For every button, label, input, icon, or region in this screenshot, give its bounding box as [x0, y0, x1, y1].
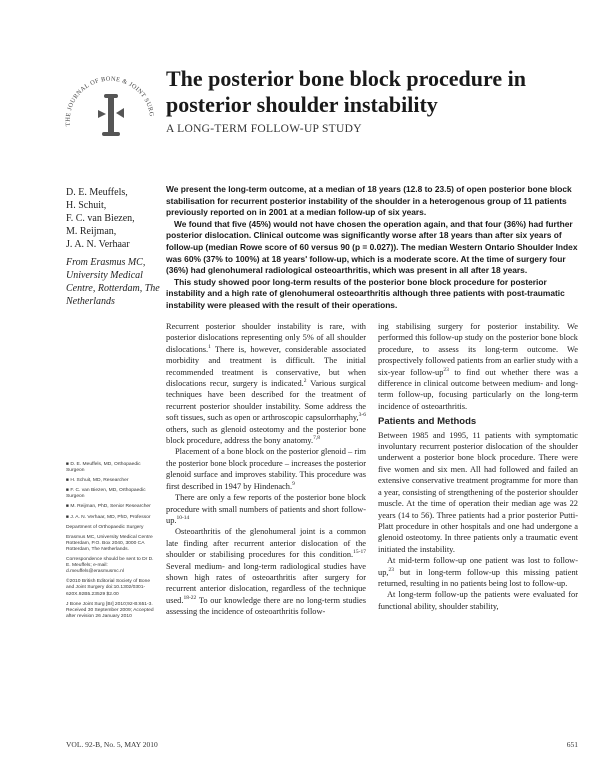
abstract-paragraph: This study showed poor long-term results of the posterior bone block procedure for posterior instability and a high rate of glenohumeral osteoarthritis although three patients with post-traumatic instability were pleased with the result of their operations. — [166, 276, 565, 310]
sidebar-note: J Bone Joint Surg [Br] 2010;92-B:651-3. Received 30 September 2009; Accepted after revision 26 January 2010 — [66, 601, 154, 619]
section-heading: Patients and Methods — [378, 416, 477, 428]
abstract-paragraph: We present the long-term outcome, at a median of 18 years (12.8 to 23.5) of open posterior bone block stabilisation for recurrent posterior instability of the shoulder in a heterogenous group of 11 patients previously reported on in 2001 at a median follow-up of six years. — [166, 184, 572, 218]
sidebar-note: Department of Orthopaedic Surgery — [66, 524, 144, 530]
affiliation: From Erasmus MC, University Medical Centre, Rotterdam, The Netherlands — [66, 257, 160, 307]
body-paragraph: There are only a few reports of the posterior bone block procedure with small numbers of patients and short follow-up.$^{10-14}$ — [166, 493, 366, 525]
author-name: D. E. Meuffels, — [66, 187, 128, 198]
body-paragraph: ing stabilising surgery for posterior instability. We performed this follow-up study on the posterior bone block procedure, to assess its long-term outcome. We prospectively followed patients from an earlier study with a six-year follow-$up^{23}$ to find out whether there was a difference in clinical outcome between medium- and long-term follow-up, focusing particularly on the long-term incidence of osteoarthritis. — [378, 322, 579, 411]
logo-text: THE JOURNAL OF BONE & JOINT SURG — [64, 75, 156, 127]
body-paragraph: Between 1985 and 1995, 11 patients with symptomatic involuntary recurrent posterior dislocation of the shoulder underwent a posterior bone block procedure. There were five women and six men. All had followed and failed an extensive conservative treatment programme for more than a year, consisting of strengthening of the posterior shoulder muscle. At the time of operation their median age was 22 years (14 to 56). Three patients had a prior posterior Putti-Platt procedure in other hospitals and one had undergone a glenoid osteotomy. In three patients only a traumatic event initiated the instability. — [378, 430, 578, 554]
author-name: H. Schuit, — [66, 200, 107, 211]
author-list — [66, 186, 166, 251]
sidebar-note: ■ J. A. N. Verhaar, MD, PhD, Professor — [66, 514, 151, 520]
body-paragraph: Placement of a bone block on the posterior glenoid – rim the posterior bone block procedure – increases the posterior glenoid surface and improves stability. This procedure was first described in 1947 by Hindenach.$^9$ — [166, 447, 366, 491]
body-paragraph: At mid-term follow-up one patient was lost to follow-up,$^{23}$ but in long-term follow-up this missing patient returned, resulting in no patients being lost to follow-up. — [378, 556, 578, 588]
journal-volume-footer: VOL. 92-B, No. 5, MAY 2010 — [66, 740, 158, 749]
author-name: F. C. van Biezen, — [66, 213, 135, 224]
sidebar-note: ■ M. Reijman, PhD, Senior Researcher — [66, 504, 151, 510]
article-title: The posterior bone block procedure in posterior shoulder instability — [166, 66, 526, 117]
abstract-paragraph: We found that five (45%) would not have chosen the operation again, and that four (36%) had further posterior dislocation. Clinical outcome was significantly worse after 18 years than after six years of follow-up (median Rowe score of 60 versus 90 (p = 0.027)). The median Western Ontario Shoulder Index was 60% (37% to 100%) at 18 years' follow-up, which is a moderate score. At the time of surgery four (36%) had glenohumeral radiological osteoarthritis, which was present in all after 18 years. — [166, 218, 578, 276]
author-name: M. Reijman, — [66, 226, 117, 237]
sidebar-note: Correspondence should be sent to Dr D. E. Meuffels; e-mail: d.meuffels@erasmusmc.nl — [66, 557, 154, 575]
body-paragraph: Osteoarthritis of the glenohumeral joint is a common late finding after recurrent anterior dislocation of the shoulder or stabilising procedures for this condition.$^{15-17}$ Several medium- and long-term radiological studies have shown high rates of osteoarthritis after surgery for recurrent anterior dislocation, regardless of the technique used.$^{18-22}$ To our knowledge there are no long-term studies assessing the incidence of osteoarthritis follow- — [166, 527, 366, 617]
body-column-left — [166, 321, 366, 618]
author-name: J. A. N. Verhaar — [66, 239, 130, 250]
sidebar-note: Erasmus MC, University Medical Centre Rotterdam, P.O. Box 2040, 3000 CA Rotterdam, The Netherlands. — [66, 534, 153, 552]
journal-logo — [60, 58, 160, 158]
sidebar-note: ■ H. Schuit, MD, Researcher — [66, 478, 129, 484]
page-number: 651 — [566, 740, 578, 749]
article-subtitle: A LONG-TERM FOLLOW-UP STUDY — [166, 123, 362, 135]
abstract — [166, 184, 586, 312]
body-paragraph: Recurrent posterior shoulder instability is rare, with posterior dislocations representing only 5% of all shoulder dislocations.$^1$ There is, however, considerable associated morbidity and treatment is difficult. The initial recommended treatment is conservative, but when dislocations recur, surgery is indicated.$^2$ Various surgical techniques have been described for the treatment of recurrent posterior shoulder instability. Some address the soft tissues, such as open or arthroscopic capsulorrhaphy,$^{3-6}$ others, such as glenoid osteotomy and the posterior bone block procedure, address the bony anatomy.$^{7,8}$ — [166, 322, 367, 446]
sidebar-note: ©2010 British Editorial Society of Bone and Joint Surgery doi:10.1302/0301-620X.92B5.23529 $2.00 — [66, 579, 151, 597]
sidebar-note: ■ F. C. van Biezen, MD, Orthopaedic Surgeon — [66, 488, 146, 500]
body-column-right — [378, 321, 578, 612]
svg-text:THE JOURNAL OF BONE & JOINT SU — [60, 58, 155, 126]
sidebar-note: ■ D. E. Meuffels, MD, Orthopaedic Surgeon — [66, 462, 141, 474]
body-paragraph: At long-term follow-up the patients were evaluated for functional ability, shoulder stability, — [378, 590, 578, 611]
author-notes-sidebar — [66, 462, 158, 624]
